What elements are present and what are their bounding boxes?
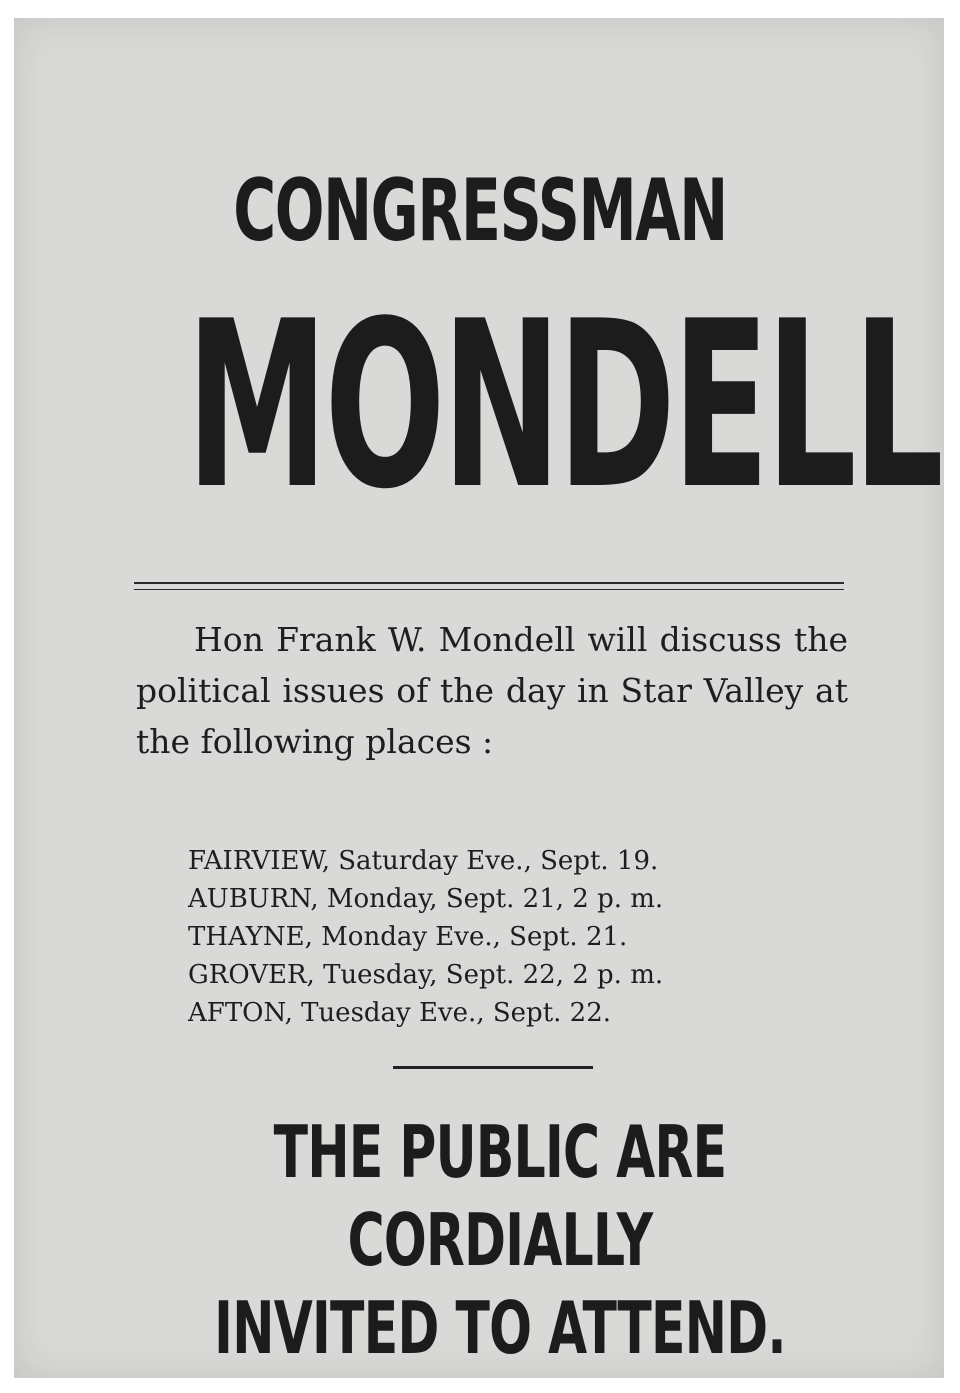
- closing-invitation: [150, 1108, 850, 1372]
- closing-line-1: THE PUBLIC ARE CORDIALLY: [273, 1110, 727, 1282]
- schedule-place: AFTON: [188, 998, 285, 1028]
- schedule-place: FAIRVIEW: [188, 846, 322, 876]
- schedule-time: , Monday Eve., Sept. 21.: [304, 922, 628, 952]
- heading-congressman: CONGRESSMAN: [233, 161, 727, 261]
- schedule-item: [188, 918, 663, 956]
- schedule-list: [188, 842, 663, 1032]
- schedule-time: , Monday, Sept. 21, 2 p. m.: [310, 884, 664, 914]
- schedule-item: [188, 994, 663, 1032]
- schedule-item: [188, 842, 663, 880]
- short-rule-divider: [393, 1066, 593, 1069]
- schedule-place: THAYNE: [188, 922, 305, 952]
- closing-line-2: INVITED TO ATTEND.: [214, 1286, 786, 1370]
- schedule-place: GROVER: [188, 960, 307, 990]
- schedule-item: [188, 880, 663, 918]
- schedule-place: AUBURN: [188, 884, 311, 914]
- schedule-item: [188, 956, 663, 994]
- intro-paragraph: Hon Frank W. Mondell will discuss the political issues of the day in Star Valley at the following places :: [136, 620, 848, 761]
- double-rule-divider: [134, 582, 844, 590]
- heading-mondell: MONDELL: [186, 273, 941, 540]
- schedule-time: , Tuesday, Sept. 22, 2 p. m.: [306, 960, 664, 990]
- schedule-time: , Saturday Eve., Sept. 19.: [321, 846, 659, 876]
- schedule-time: , Tuesday Eve., Sept. 22.: [284, 998, 612, 1028]
